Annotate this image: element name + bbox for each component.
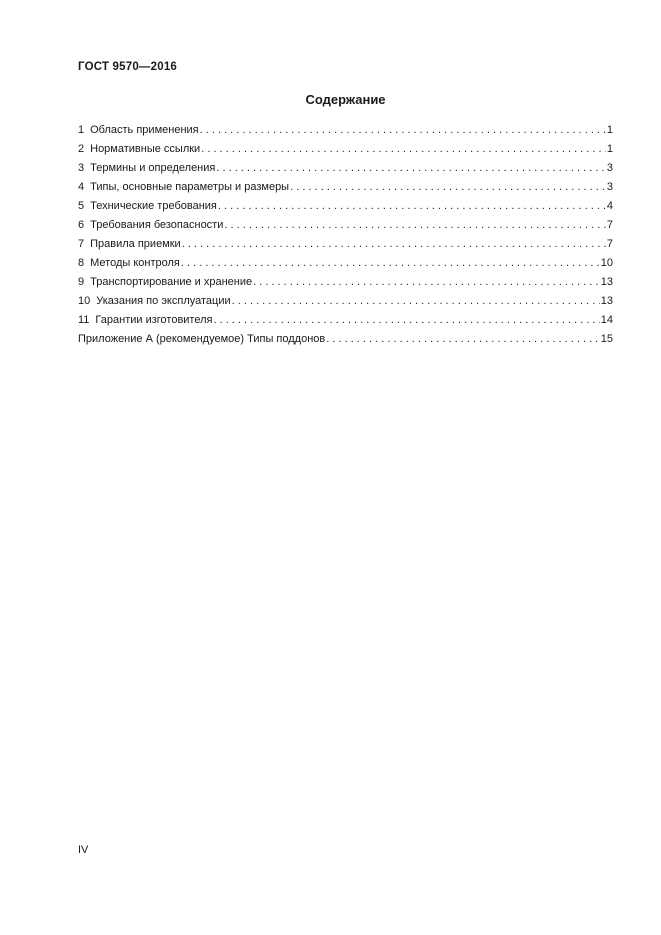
toc-entry-2[interactable] [78,140,613,159]
toc-entry-text: Методы контроля [90,257,180,269]
toc-leader-dots [216,159,606,178]
toc-leader-dots [181,254,600,273]
toc-entry-page: 15 [600,333,613,345]
toc-entry-text: Нормативные ссылки [90,143,201,155]
toc-leader-dots [232,292,600,311]
toc-entry-page: 10 [600,257,613,269]
toc-entry-7[interactable] [78,235,613,254]
toc-leader-dots [253,273,600,292]
toc-entry-text: Транспортирование и хранение [90,276,253,288]
toc-entry-text: Гарантии изготовителя [95,314,213,326]
toc-entry-page: 13 [600,276,613,288]
toc-entry-page: 14 [600,314,613,326]
toc-entry-page: 13 [600,295,613,307]
toc-leader-dots [290,178,606,197]
toc-entry-number: 2 [78,143,85,155]
toc-entry-page: 4 [606,200,613,212]
toc-entry-number: 3 [78,162,85,174]
toc-entry-text: Приложение А (рекомендуемое) Типы поддонов [78,333,326,345]
toc-entry-11[interactable] [78,311,613,330]
toc-entry-3[interactable] [78,159,613,178]
toc-entry-1[interactable] [78,121,613,140]
toc-entry-8[interactable] [78,254,613,273]
toc-entry-text: Область применения [90,124,199,136]
page-number: IV [78,844,89,856]
toc-entry-number: 6 [78,219,85,231]
toc-entry-number: 5 [78,200,85,212]
toc-leader-dots [201,140,606,159]
toc-entry-page: 7 [606,238,613,250]
document-code: ГОСТ 9570—2016 [78,61,178,73]
toc-entry-number: 7 [78,238,85,250]
toc-entry-text: Указания по эксплуатации [96,295,231,307]
toc-leader-dots [326,330,600,349]
toc-entry-number: 4 [78,181,85,193]
toc-entry-number: 1 [78,124,85,136]
toc-entry-page: 1 [606,143,613,155]
toc-leader-dots [224,216,606,235]
toc-entry-9[interactable] [78,273,613,292]
toc-entry-text: Технические требования [90,200,217,212]
toc-entry-number: 9 [78,276,85,288]
toc-leader-dots [218,197,606,216]
toc-entry-number: 10 [78,295,91,307]
toc-title: Содержание [305,92,386,107]
toc-entry-4[interactable] [78,178,613,197]
toc-entry-page: 7 [606,219,613,231]
toc-entry-text: Правила приемки [90,238,181,250]
table-of-contents [78,121,613,349]
toc-leader-dots [200,121,606,140]
toc-entry-page: 1 [606,124,613,136]
toc-entry-text: Термины и определения [90,162,216,174]
toc-entry-text: Требования безопасности [90,219,224,231]
toc-entry-text: Типы, основные параметры и размеры [90,181,290,193]
toc-entry-6[interactable] [78,216,613,235]
toc-entry-page: 3 [606,162,613,174]
toc-entry-page: 3 [606,181,613,193]
toc-entry-appendix-a[interactable] [78,330,613,349]
toc-entry-5[interactable] [78,197,613,216]
toc-entry-number: 8 [78,257,85,269]
toc-entry-number: 11 [78,314,90,326]
toc-leader-dots [182,235,606,254]
toc-leader-dots [213,311,599,330]
toc-entry-10[interactable] [78,292,613,311]
